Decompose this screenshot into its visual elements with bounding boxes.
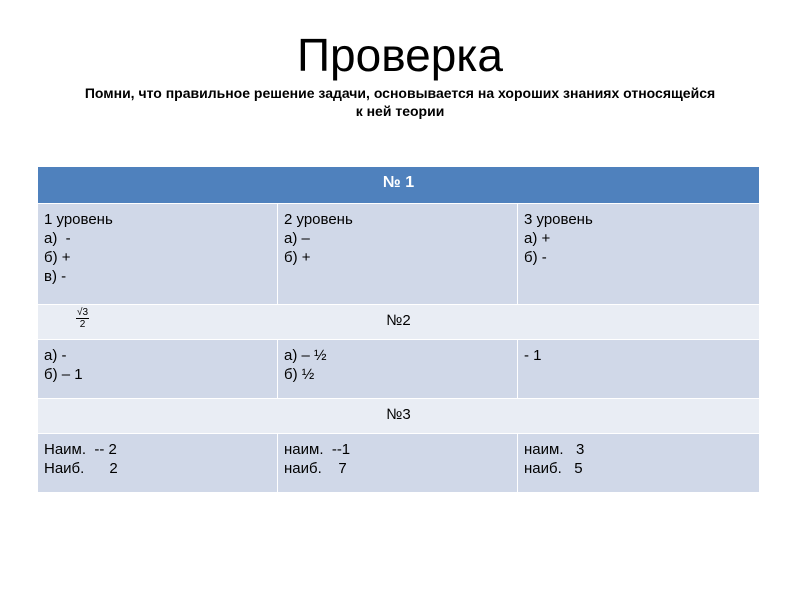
sqrt3-over-2-fraction [76, 307, 89, 330]
cell-line: а) – ½ [284, 347, 327, 364]
cell-line: б) ½ [284, 366, 315, 383]
cell-line: 1 уровень [44, 211, 113, 228]
cell-line: а) – [284, 230, 310, 247]
cell-line: а) - [44, 230, 71, 247]
cell-line: б) + [284, 249, 311, 266]
cell-line: 3 уровень [524, 211, 593, 228]
task-1-header: № 1 [38, 167, 760, 204]
task-2-header-row [38, 305, 760, 340]
task-3-answers-row [38, 434, 760, 493]
fraction-denominator: 2 [79, 319, 86, 330]
task-2-level-2-cell [278, 340, 518, 399]
task-3-header: №3 [38, 399, 760, 434]
cell-line: - 1 [524, 347, 542, 364]
cell-line: 2 уровень [284, 211, 353, 228]
cell-line: наиб. 5 [524, 460, 583, 477]
cell-line: а) + [524, 230, 551, 247]
cell-line: а) - [44, 347, 67, 364]
cell-line: наим. 3 [524, 441, 585, 458]
task-1-header-row [38, 167, 760, 204]
task-2-level-1-cell [38, 340, 278, 399]
task-2-header [38, 305, 760, 340]
task-3-level-1-cell [38, 434, 278, 493]
task-1-level-2-cell [278, 204, 518, 305]
task-2-label: №2 [386, 312, 411, 329]
task-2-level-3-cell [518, 340, 760, 399]
cell-line: Наиб. 2 [44, 460, 118, 477]
cell-line: б) + [44, 249, 71, 266]
slide-subtitle: Помни, что правильное решение задачи, основывается на хороших знаниях относящейся к ней теории [84, 85, 716, 119]
task-3-level-3-cell [518, 434, 760, 493]
cell-line: в) - [44, 268, 67, 285]
task-1-level-1-cell [38, 204, 278, 305]
cell-line: наиб. 7 [284, 460, 347, 477]
task-3-header-row [38, 399, 760, 434]
task-1-level-3-cell [518, 204, 760, 305]
fraction-numerator: √3 [77, 307, 89, 318]
answers-table [37, 166, 760, 493]
cell-line: б) – 1 [44, 366, 83, 383]
task-2-answers-row [38, 340, 760, 399]
cell-line: б) - [524, 249, 547, 266]
slide-title: Проверка [296, 29, 504, 81]
cell-line: наим. --1 [284, 441, 351, 458]
cell-line: Наим. -- 2 [44, 441, 117, 458]
task-3-level-2-cell [278, 434, 518, 493]
task-1-answers-row [38, 204, 760, 305]
